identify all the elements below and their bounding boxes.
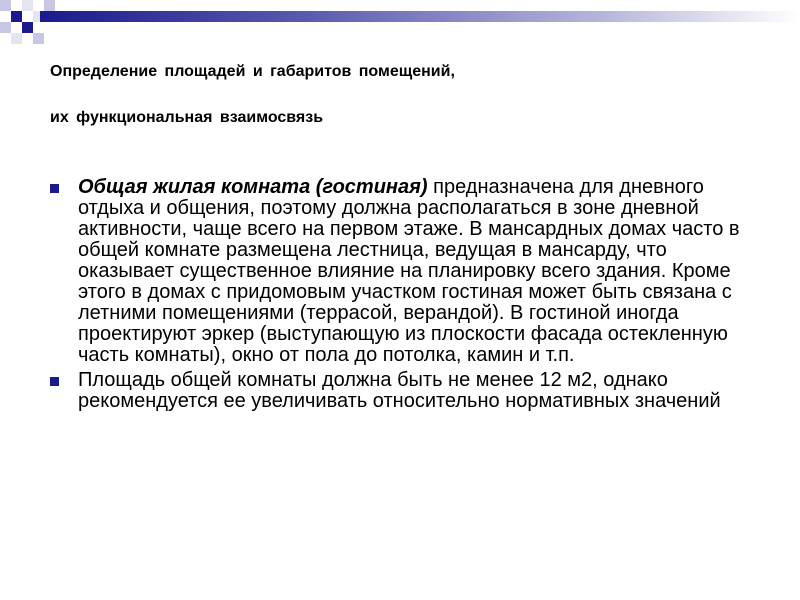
title-line-2: их функциональная взаимосвязь	[50, 109, 324, 126]
slide-title	[50, 62, 750, 128]
bullet-body-text: Площадь общей комнаты должна быть не менее 12 м2, однако рекомендуется ее увеличивать относительно нормативных значений	[78, 369, 721, 412]
bullet-item	[50, 177, 750, 366]
square-bullet-icon	[50, 184, 59, 193]
corner-decoration-square	[33, 33, 44, 44]
bullet-item	[50, 370, 750, 412]
square-bullet-icon	[50, 377, 59, 386]
bullet-lead-text: Общая жилая комната (гостиная)	[78, 176, 428, 198]
corner-decoration-square	[44, 0, 55, 11]
bullet-body-text: предназначена для дневного отдыха и общения, поэтому должна располагаться в зоне дневной активности, чаще всего на первом этаже. В мансардных домах часто в общей комнате размещена лестница, ведущая в мансарду, что оказывает существенное влияние на планировку всего здания. Кроме этого в домах с придомовым участком гостиная может быть связана с летними помещениями (террасой, верандой). В гостиной иногда проектируют эркер (выступающую из плоскости фасада остекленную часть комнаты), окно от пола до потолка, камин и т.п.	[78, 176, 740, 366]
corner-decoration-square	[22, 0, 33, 11]
title-line-1: Определение площадей и габаритов помещений,	[50, 63, 455, 80]
corner-decoration-square	[22, 22, 33, 33]
header-gradient-bar	[40, 11, 800, 22]
bullet-list	[50, 177, 750, 416]
corner-decoration-square	[0, 0, 11, 11]
corner-decoration-square	[0, 22, 11, 33]
corner-decoration-square	[11, 33, 22, 44]
corner-decoration-square	[11, 11, 22, 22]
